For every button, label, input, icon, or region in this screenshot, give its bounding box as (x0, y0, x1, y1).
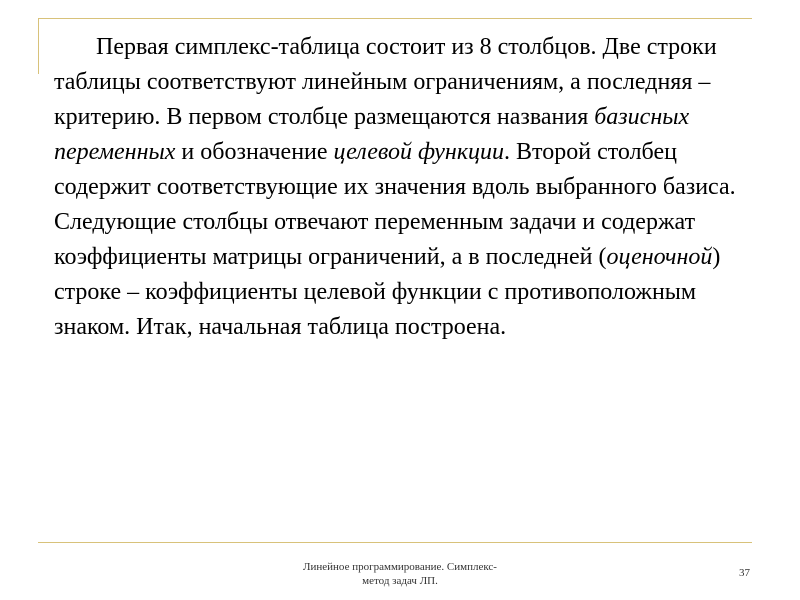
slide-body (54, 30, 778, 345)
term-basic-variables: базисных переменных (54, 104, 690, 165)
footer-title-line-2: метод задач ЛП. (362, 575, 438, 587)
footer-rule (38, 542, 752, 543)
slide-frame-top-rule (38, 18, 752, 19)
footer-title-line-1: Линейное программирование. Симплекс- (303, 561, 497, 573)
body-text-1: Первая симплекс-таблица состоит из 8 столбцов. Две строки таблицы соответствуют линейным ограничениям, а последняя – критерию. В первом столбце размещаются названия (54, 34, 717, 130)
body-paragraph (54, 30, 778, 345)
page-number: 37 (739, 567, 750, 579)
footer-title (270, 560, 530, 588)
term-evaluation: оценочной (606, 244, 713, 270)
term-objective-function: целевой функции (333, 139, 505, 165)
body-text-4: ) строке – коэффициенты целевой функции с противоположным знаком. Итак, начальная таблица построена. (54, 244, 721, 340)
slide-frame-left-rule (38, 18, 39, 74)
body-text-2: и обозначение (175, 139, 334, 165)
body-text-3: . Второй столбец содержит соответствующие их значения вдоль выбранного базиса. Следующие столбцы отвечают переменным задачи и содержат коэффициенты матрицы ограничений, а в последней ( (54, 139, 736, 270)
